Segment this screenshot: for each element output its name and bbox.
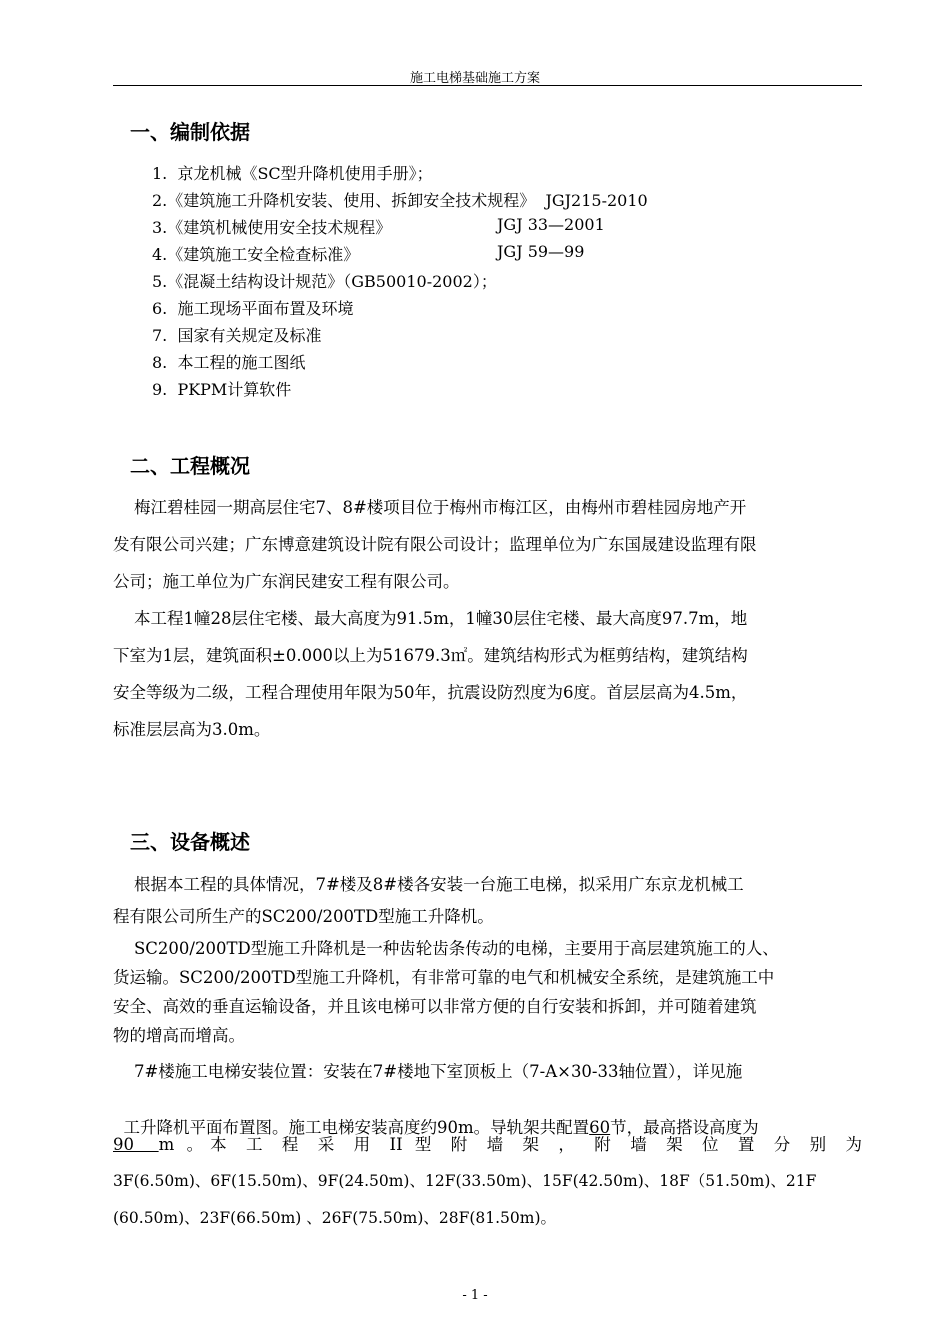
paragraph-line: 物的增高而增高。: [113, 1026, 245, 1045]
paragraph-line: 梅江碧桂园一期高层住宅7、8#楼项目位于梅州市梅江区，由梅州市碧桂园房地产开: [113, 498, 747, 517]
paragraph-line: 下室为1层，建筑面积±0.000以上为51679.3㎡。建筑结构形式为框剪结构，建筑结构: [113, 646, 748, 665]
paragraph-line: 安全等级为二级，工程合理使用年限为50年，抗震设防烈度为6度。首层层高为4.5m，: [113, 683, 748, 702]
paragraph-line: 根据本工程的具体情况，7#楼及8#楼各安装一台施工电梯，拟采用广东京龙机械工: [113, 875, 744, 894]
line-text: 工升降机平面布置图。施工电梯安装高度约90m。导轨架共配置: [123, 1118, 590, 1137]
page-number: - 1 -: [462, 1288, 488, 1303]
paragraph-line: SC200/200TD型施工升降机是一种齿轮齿条传动的电梯，主要用于高层建筑施工的人、: [113, 939, 779, 958]
reference-item: 4.《建筑施工安全检查标准》 JGJ 59—99: [152, 242, 585, 264]
reference-item: 8. 本工程的施工图纸: [152, 353, 306, 372]
line-text: m 。本 工 程 采 用 II 型 附 墙 架 ， 附 墙 架 位 置 分 别 为: [158, 1135, 862, 1154]
max-height-value: 90: [113, 1135, 159, 1154]
guide-rail-count: 60: [589, 1118, 611, 1137]
section-heading-2: 二、工程概况: [130, 454, 250, 478]
reference-item: 9. PKPM计算软件: [152, 380, 292, 399]
reference-item: 3.《建筑机械使用安全技术规程》 JGJ 33—2001: [152, 215, 605, 237]
paragraph-line: 发有限公司兴建；广东博意建筑设计院有限公司设计；监理单位为广东国晟建设监理有限: [113, 535, 757, 554]
reference-item: 7. 国家有关规定及标准: [152, 326, 322, 345]
reference-item: 6. 施工现场平面布置及环境: [152, 299, 354, 318]
section-heading-3: 三、设备概述: [130, 830, 250, 854]
paragraph-line: 安全、高效的垂直运输设备，并且该电梯可以非常方便的自行安装和拆卸，并可随着建筑: [113, 997, 757, 1016]
paragraph-line: 7#楼施工电梯安装位置：安装在7#楼地下室顶板上（7-A×30-33轴位置），详见施: [113, 1062, 743, 1081]
section-heading-1: 一、编制依据: [130, 120, 250, 144]
paragraph-line: [113, 1131, 862, 1155]
paragraph-line: 货运输。SC200/200TD型施工升降机，有非常可靠的电气和机械安全系统，是建筑施工中: [113, 968, 775, 987]
paragraph-line: (60.50m)、23F(66.50m) 、26F(75.50m)、28F(81.50m)。: [113, 1209, 557, 1227]
paragraph-line: 公司；施工单位为广东润民建安工程有限公司。: [113, 572, 460, 591]
page-header-title: 施工电梯基础施工方案: [409, 71, 540, 86]
line-text: 节，最高搭设高度为: [610, 1118, 759, 1137]
paragraph-line: 标准层层高为3.0m。: [113, 720, 271, 739]
paragraph-line: 本工程1幢28层住宅楼、最大高度为91.5m，1幢30层住宅楼、最大高度97.7m，地: [113, 609, 748, 628]
reference-standard-code: JGJ 59—99: [497, 242, 585, 261]
reference-item: 1. 京龙机械《SC型升降机使用手册》；: [152, 164, 433, 183]
reference-item: 2.《建筑施工升降机安装、使用、拆卸安全技术规程》 JGJ215-2010: [152, 191, 648, 210]
paragraph-line: 3F(6.50m)、6F(15.50m)、9F(24.50m)、12F(33.50m)、15F(42.50m)、18F（51.50m)、21F: [113, 1172, 817, 1190]
reference-item: 5.《混凝土结构设计规范》（GB50010-2002）；: [152, 272, 497, 291]
paragraph-line: 程有限公司所生产的SC200/200TD型施工升降机。: [113, 907, 494, 926]
reference-standard-code: JGJ 33—2001: [497, 215, 605, 234]
header-rule: [113, 85, 862, 86]
